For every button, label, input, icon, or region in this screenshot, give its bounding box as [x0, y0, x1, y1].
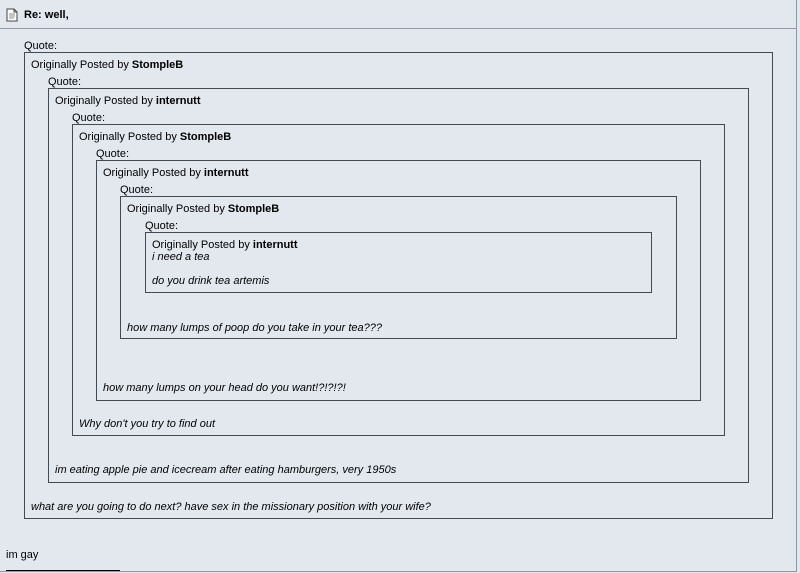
- quote-attribution: Originally Posted by internutt: [55, 95, 201, 107]
- post-title: Re: well,: [24, 9, 69, 21]
- quote-text: do you drink tea artemis: [152, 275, 270, 287]
- quote-author[interactable]: internutt: [252, 239, 298, 251]
- post-message: im gay: [6, 549, 39, 561]
- quote-label: Quote:: [72, 112, 106, 124]
- quote-text: what are you going to do next? have sex in the missionary position with your wife?: [31, 501, 431, 513]
- quote-text: how many lumps on your head do you want!?!?!?!: [103, 382, 346, 394]
- quote-label: Quote:: [96, 148, 130, 160]
- quote-text: how many lumps of poop do you take in your tea???: [127, 322, 382, 334]
- quote-label: Quote:: [24, 40, 58, 52]
- quote-author[interactable]: internutt: [155, 95, 201, 107]
- quote-author[interactable]: StompleB: [131, 59, 184, 71]
- post-icon: [6, 8, 18, 22]
- signature-divider: [6, 570, 120, 571]
- quote-attribution: Originally Posted by internutt: [152, 239, 298, 251]
- quote-label: Quote:: [120, 184, 154, 196]
- quote-author[interactable]: StompleB: [179, 131, 232, 143]
- quote-author[interactable]: StompleB: [227, 203, 280, 215]
- post-header: [0, 0, 797, 29]
- quote-label: Quote:: [145, 220, 179, 232]
- quote-attribution: Originally Posted by StompleB: [127, 203, 280, 215]
- quote-attribution: Originally Posted by StompleB: [31, 59, 184, 71]
- quote-attribution: Originally Posted by StompleB: [79, 131, 232, 143]
- quote-author[interactable]: internutt: [203, 167, 249, 179]
- quote-text: i need a tea: [152, 251, 210, 263]
- quote-text: Why don't you try to find out: [79, 418, 216, 430]
- quote-text: im eating apple pie and icecream after eating hamburgers, very 1950s: [55, 464, 397, 476]
- quote-attribution: Originally Posted by internutt: [103, 167, 249, 179]
- quote-label: Quote:: [48, 76, 82, 88]
